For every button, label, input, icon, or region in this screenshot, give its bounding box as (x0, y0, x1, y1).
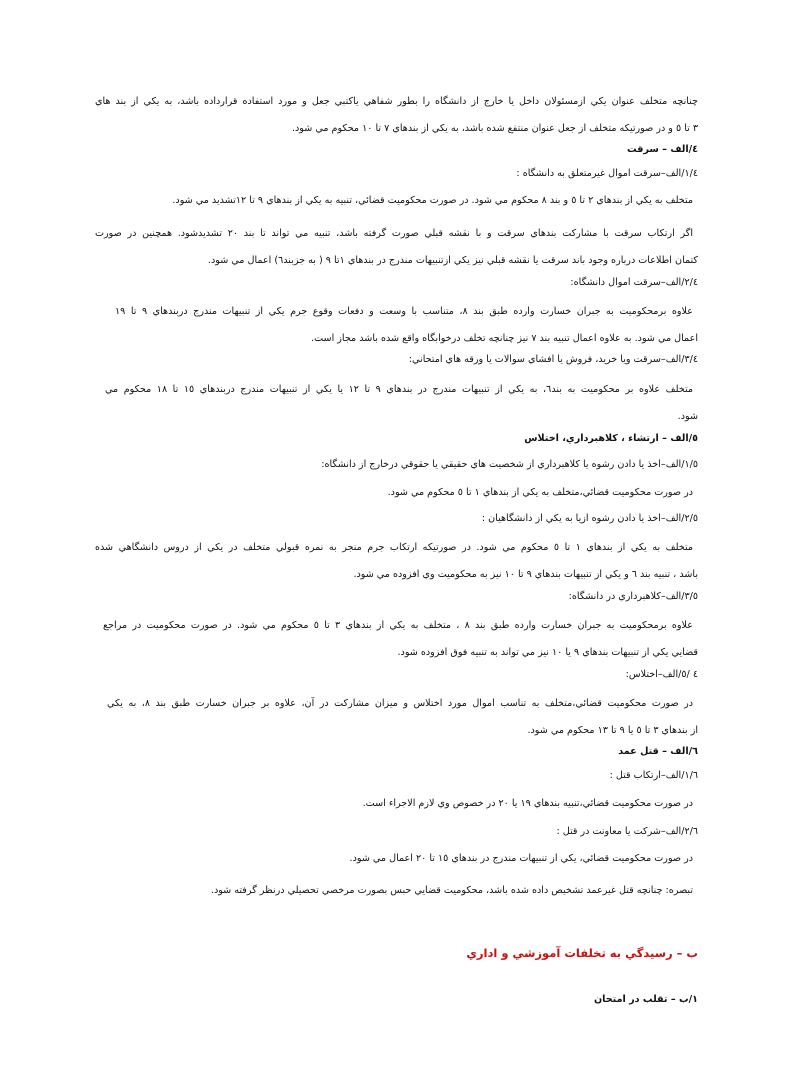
paragraph-line: شود. (677, 411, 698, 422)
paragraph-line: كتمان اطلاعات درباره وجود باند سرقت يا نقشه قبلي نيز يكي ازتنبيهات مندرج در بندهاي ١تا ۹ ( به جزبند٦) اعمال مي شود. (207, 255, 698, 266)
paragraph-line: اعمال مي شود. به علاوه اعمال تنبيه بند ۷ نيز چنانچه تخلف درخوابگاه واقع شده باشد مجاز است. (311, 333, 698, 344)
paragraph-line: چنانچه متخلف عنوان يكي ازمسئولان داخل يا خارج از دانشگاه را بطور شفاهي ياكتبي جعل و مورد استفاده قرارداده باشد، به يكي از بند هاي (95, 96, 698, 107)
subsection-heading: ٤/۳/الف–سرقت ويا خريد، فروش يا افشاي سوالات يا ورقه هاي امتحاني: (408, 354, 698, 365)
paragraph-line: از بندهاي ۳ تا ٥ يا ۹ تا ۱۳ محكوم مي شود. (527, 725, 698, 736)
paragraph-line: اگر ارتكاب سرقت با مشاركت بندهاي سرقت و با نقشه قبلي صورت گرفته باشد، تنبيه مي تواند تا بند ٢٠ تشديدشود. همچنين در صورت (95, 228, 693, 239)
subsection-heading: ٥/۳/الف–كلاهبرداري در دانشگاه: (568, 591, 698, 602)
subsection-heading: ٥/۲/الف–اخذ يا دادن رشوه ازيا به يكي از دانشگاهيان : (481, 513, 698, 524)
subsection-heading: ٥/۱/الف–اخذ يا دادن رشوه يا كلاهبرداري از شخصيت هاي حقيقي يا حقوقي درخارج از دانشگاه: (321, 459, 698, 470)
subsection-heading: ٦/۱/الف–ارتكاب قتل : (609, 770, 698, 781)
paragraph-line: باشد ، تنبيه بند ٦ و يكي از تنبيهات بندهاي ۹ تا ١٠ نيز به محكوميت وي افزوده مي شود. (353, 569, 698, 580)
paragraph-line: قضايي يكي از تنبيهات بندهاي ۹ يا ١٠ نيز مي تواند به تنبيه فوق افزوده شود. (397, 647, 698, 658)
subsection-heading: ٤/۲/الف–سرقت اموال دانشگاه: (570, 277, 698, 288)
note-line: تبصره: چنانچه قتل غيرعمد تشخيص داده شده باشد، محكوميت قضايي حبس بصورت مرخصي تحصيلي درنظر گرفته شود. (210, 885, 693, 896)
paragraph-line: علاوه برمحكوميت به جبران خسارت وارده طبق بند ۸ ، متخلف به يكي از بندهاي ۳ تا ٥ محكوم مي شود. در صورت محكوميت در مراجع (103, 620, 693, 631)
paragraph-line: علاوه برمحكوميت به جبران خسارت وارده طبق بند ۸، متناسب با وسعت و دفعات وقوع جرم يكي از تنبيهات مندرج دربندهاي ۹ تا ۱۹ (115, 306, 693, 317)
subsection-heading: ٦/۲/الف–شركت يا معاونت در قتل : (556, 826, 698, 837)
subsection-heading: ٤/۱/الف–سرقت اموال غيرمتعلق به دانشگاه : (516, 168, 698, 179)
section-heading: ٤/الف – سرقت (627, 144, 698, 155)
paragraph-line: در صورت محكوميت قضائي،تنبيه بندهاي ۱۹ يا ٢٠ در خصوص وي لازم الاجراء است. (362, 798, 693, 809)
paragraph-line: در صورت محكوميت قضائي، يكي از تنبيهات مندرج در بندهاي ۱٥ تا ٢٠ اعمال مي شود. (349, 853, 693, 864)
chapter-heading: ب – رسيدگي به تخلفات آموزشي و اداري (466, 946, 698, 960)
subsection-heading: ٤ /٥/الف–اختلاس: (625, 669, 698, 680)
section-heading: ٥/الف – ارتشاء ، كلاهبرداري، اختلاس (524, 433, 698, 444)
paragraph-line: در صورت محكوميت قضائي،متخلف به تناسب اموال مورد اختلاس و ميزان مشاركت در آن، علاوه بر جبران خسارت طبق بند ۸، به يكي (107, 698, 693, 709)
paragraph-line: متخلف به يكي از بندهاي ۲ تا ٥ و بند ۸ محكوم مي شود. در صورت محكوميت قضائي، تنبيه به يكي از بندهاي ۹ تا ۱۲تشديد مي شود. (172, 195, 693, 206)
paragraph-line: ۳ تا ٥ و در صورتيكه متخلف از جعل عنوان منتفع شده باشد، به يكي از بندهاي ۷ تا ١٠ محكوم مي شود. (291, 123, 698, 134)
paragraph-line: متخلف علاوه بر محكوميت به بند٦، به يكي از تنبيهات مندرج در بندهاي ۹ تا ۱۲ يا يكي از تنبيهات مندرج دربندهاي ۱٥ تا ۱۸ محكوم مي (105, 384, 693, 395)
section-heading: ۱/ب – تقلب در امتحان (593, 994, 698, 1005)
paragraph-line: در صورت محكوميت قضائي،متخلف به يكي از بندهاي ۱ تا ٥ محكوم مي شود. (387, 487, 693, 498)
paragraph-line: متخلف به يكي از بندهاي ۱ تا ٥ محكوم مي شود. در صورتيكه ارتكاب جرم منجر به نمره قبولي متخلف در يكي از دروس دانشگاهي شده (95, 542, 693, 553)
section-heading: ٦/الف – قتل عمد (618, 746, 698, 757)
